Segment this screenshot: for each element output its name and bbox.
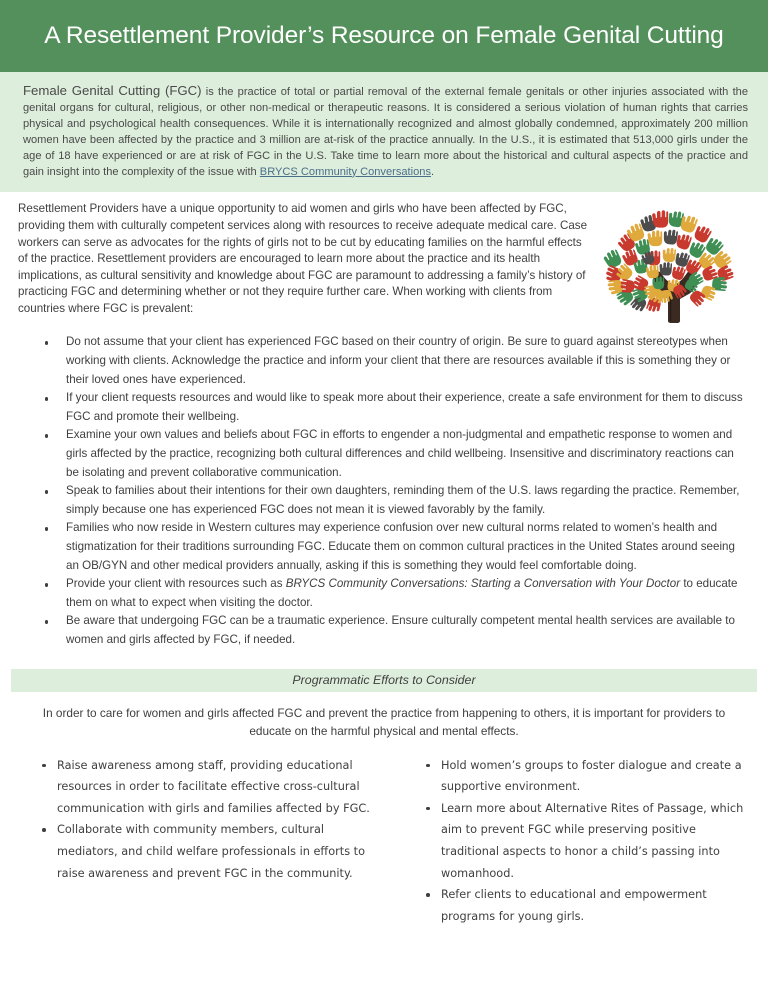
brycs-community-conversations-link[interactable]: BRYCS Community Conversations — [259, 165, 431, 178]
programmatic-left-list — [22, 755, 388, 885]
intro-trailing-period: . — [431, 165, 435, 178]
list-item: Refer clients to educational and empowerment programs for young girls. — [406, 884, 754, 927]
list-item: Hold women’s groups to foster dialogue and create a supportive environment. — [406, 755, 754, 798]
list-item — [18, 426, 752, 482]
list-item: Collaborate with community members, cultural mediators, and child welfare professionals in efforts to raise awareness and prevent FGC in the community. — [22, 819, 388, 884]
bullet-text-pre: Families who now reside in Western cultures may experience confusion over new cultural norms related to women’s health and stigmatization for their traditions surrounding FGC. Educate them on common cultural practices in the United States around seeing an OB/GYN and other medical providers annually, asking if this is something they would feel comfortable doing. — [66, 521, 735, 572]
bullet-text-pre: Speak to families about their intentions for their own daughters, reminding them of the U.S. laws regarding the practice. Remember, simply because one has experienced FGC does not mean it is viewed favorably by the family. — [66, 484, 740, 516]
lede-section — [18, 201, 752, 325]
list-item — [18, 482, 752, 519]
programmatic-intro-paragraph: In order to care for women and girls affected FGC and prevent the practice from happening to others, it is important for providers to educate on the harmful physical and mental effects. — [42, 705, 726, 739]
intro-highlight-box — [0, 72, 768, 192]
intro-paragraph — [23, 83, 748, 180]
handprint-tree-icon — [594, 203, 754, 325]
bullet-text-pre: If your client requests resources and would like to speak more about their experience, create a safe environment for them to discuss FGC and promote their wellbeing. — [66, 391, 743, 423]
programmatic-two-column-lists — [0, 755, 768, 928]
list-item — [18, 519, 752, 575]
lede-paragraph: Resettlement Providers have a unique opportunity to aid women and girls who have been affected by FGC, providing them with culturally competent services along with resources to receive adequate medical care. Case workers can serve as advocates for the rights of girls not to be cut by educating families on the harmful effects of the practice. Resettlement providers are encouraged to learn more about the practice and its health implications, as cultural sensitivity and knowledge about FGC are paramount to addressing a family’s history of practicing FGC and determining whether or not they require further care. When working with clients from countries where FGC is prevalent: — [18, 202, 588, 315]
programmatic-efforts-banner — [11, 669, 757, 692]
list-item: Raise awareness among staff, providing educational resources in order to facilitate effective cross-cultural communication with girls and families affected by FGC. — [22, 755, 388, 820]
page-header-banner — [0, 0, 768, 72]
bullet-text-emphasis: BRYCS Community Conversations: Starting a Conversation with Your Doctor — [285, 577, 681, 591]
programmatic-right-column — [388, 755, 754, 928]
guidance-bullet-list — [18, 333, 752, 649]
page-title: A Resettlement Provider’s Resource on Female Genital Cutting — [44, 21, 724, 49]
list-item — [18, 575, 752, 612]
bullet-text-pre: Provide your client with resources such as — [66, 577, 286, 591]
bullet-text-pre: Do not assume that your client has experienced FGC based on their country of origin. Be sure to guard against stereotypes when working with clients. Acknowledge the practice and inform your client that there are resources available if this is something they or their loved ones have experienced. — [66, 335, 731, 386]
bullet-text-post: to educate them on what to expect when visiting the doctor. — [66, 577, 738, 609]
bullet-text-pre: Be aware that undergoing FGC can be a traumatic experience. Ensure culturally competent mental health services are available to women and girls affected by FGC, if needed. — [66, 614, 735, 646]
programmatic-right-list — [406, 755, 754, 928]
list-item — [18, 333, 752, 389]
list-item — [18, 389, 752, 426]
bullet-text-pre: Examine your own values and beliefs about FGC in efforts to engender a non-judgmental and empathetic response to women and girls affected by the practice, recognizing both cultural differences and child wellbeing. Insensitive and discriminatory reactions can be isolating and prevent collaborative communication. — [66, 428, 734, 479]
document-body — [0, 201, 768, 649]
programmatic-left-column — [22, 755, 388, 928]
list-item — [18, 612, 752, 649]
intro-body-text: is the practice of total or partial removal of the external female genitals or other injuries associated with the genital organs for cultural, religious, or other non-medical or therapeutic reasons. It is considered a serious violation of human rights that carries physical and psychological health consequences. While it is internationally recognized and almost globally condemned, approximately 200 million women have been affected by the practice and 3 million are at-risk of the practice annually. In the U.S., it is estimated that 513,000 girls under the age of 18 have experienced or are at risk of FGC in the U.S. Take time to learn more about the historical and cultural aspects of the practice and gain insight into the complexity of the issue with — [23, 86, 748, 178]
list-item: Learn more about Alternative Rites of Passage, which aim to prevent FGC while preserving positive traditional aspects to honor a child’s passing into womanhood. — [406, 798, 754, 884]
intro-lead-term: Female Genital Cutting (FGC) — [23, 83, 202, 98]
programmatic-efforts-title: Programmatic Efforts to Consider — [292, 673, 476, 688]
